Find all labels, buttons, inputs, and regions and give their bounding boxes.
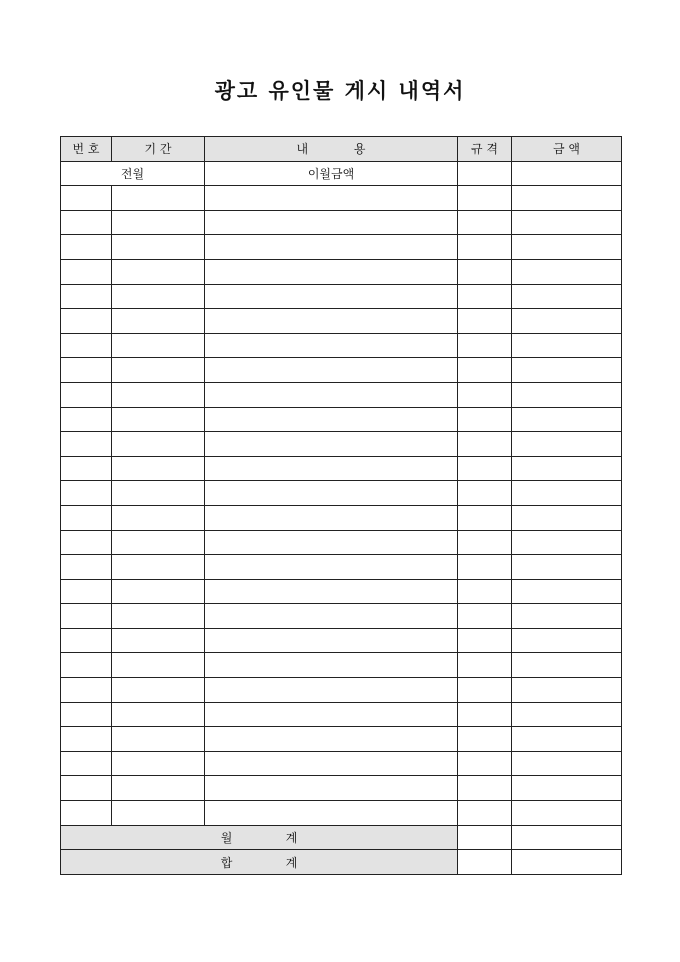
number-cell[interactable]: [61, 702, 112, 727]
number-cell[interactable]: [61, 579, 112, 604]
period-cell[interactable]: [112, 678, 205, 703]
spec-cell[interactable]: [458, 579, 512, 604]
entry-row: [61, 235, 622, 260]
grand-total-amount-cell[interactable]: [512, 850, 622, 875]
period-cell[interactable]: [112, 382, 205, 407]
number-cell[interactable]: [61, 186, 112, 211]
amount-cell[interactable]: [512, 702, 622, 727]
content-cell[interactable]: [205, 456, 458, 481]
amount-cell[interactable]: [512, 210, 622, 235]
period-cell[interactable]: [112, 776, 205, 801]
amount-cell[interactable]: [512, 235, 622, 260]
spec-cell[interactable]: [458, 530, 512, 555]
period-cell[interactable]: [112, 727, 205, 752]
entry-row: [61, 333, 622, 358]
content-cell[interactable]: [205, 481, 458, 506]
entry-row: [61, 259, 622, 284]
period-cell[interactable]: [112, 259, 205, 284]
content-cell[interactable]: [205, 530, 458, 555]
amount-cell[interactable]: [512, 358, 622, 383]
number-cell[interactable]: [61, 235, 112, 260]
amount-cell[interactable]: [512, 456, 622, 481]
spec-cell[interactable]: [458, 432, 512, 457]
number-cell[interactable]: [61, 481, 112, 506]
period-cell[interactable]: [112, 284, 205, 309]
number-cell[interactable]: [61, 333, 112, 358]
entry-row: [61, 407, 622, 432]
content-cell[interactable]: [205, 235, 458, 260]
spec-cell[interactable]: [458, 751, 512, 776]
spec-cell[interactable]: [458, 407, 512, 432]
number-cell[interactable]: [61, 678, 112, 703]
entry-row: [61, 727, 622, 752]
amount-cell[interactable]: [512, 579, 622, 604]
period-cell[interactable]: [112, 432, 205, 457]
carried-amount-label-cell[interactable]: 이월금액: [205, 161, 458, 186]
period-cell[interactable]: [112, 751, 205, 776]
amount-cell[interactable]: [512, 530, 622, 555]
entry-row: [61, 530, 622, 555]
ledger-body: [61, 161, 622, 825]
period-cell[interactable]: [112, 801, 205, 826]
number-cell[interactable]: [61, 309, 112, 334]
amount-cell[interactable]: [512, 407, 622, 432]
number-cell[interactable]: [61, 358, 112, 383]
spec-cell[interactable]: [458, 776, 512, 801]
amount-cell[interactable]: [512, 333, 622, 358]
spec-cell[interactable]: [458, 186, 512, 211]
monthly-total-amount-cell[interactable]: [512, 825, 622, 850]
spec-cell[interactable]: [458, 358, 512, 383]
header-content: 내 용: [205, 137, 458, 162]
entry-row: [61, 628, 622, 653]
content-cell[interactable]: [205, 407, 458, 432]
entry-row: [61, 776, 622, 801]
amount-cell[interactable]: [512, 604, 622, 629]
amount-cell[interactable]: [512, 505, 622, 530]
number-cell[interactable]: [61, 530, 112, 555]
grand-total-label: 합 계: [61, 850, 458, 875]
amount-cell[interactable]: [512, 628, 622, 653]
spec-cell[interactable]: [458, 801, 512, 826]
entry-row: [61, 702, 622, 727]
spec-cell[interactable]: [458, 481, 512, 506]
content-cell[interactable]: [205, 210, 458, 235]
spec-cell[interactable]: [458, 210, 512, 235]
content-cell[interactable]: [205, 309, 458, 334]
content-cell[interactable]: [205, 505, 458, 530]
carry-over-spec-cell[interactable]: [458, 161, 512, 186]
content-cell[interactable]: [205, 604, 458, 629]
period-cell[interactable]: [112, 481, 205, 506]
spec-cell[interactable]: [458, 259, 512, 284]
spec-cell[interactable]: [458, 382, 512, 407]
spec-cell[interactable]: [458, 678, 512, 703]
spec-cell[interactable]: [458, 235, 512, 260]
period-cell[interactable]: [112, 309, 205, 334]
period-cell[interactable]: [112, 333, 205, 358]
period-cell[interactable]: [112, 505, 205, 530]
content-cell[interactable]: [205, 751, 458, 776]
entry-row: [61, 358, 622, 383]
number-cell[interactable]: [61, 259, 112, 284]
content-cell[interactable]: [205, 579, 458, 604]
grand-total-row: [61, 850, 622, 875]
period-cell[interactable]: [112, 702, 205, 727]
amount-cell[interactable]: [512, 186, 622, 211]
number-cell[interactable]: [61, 776, 112, 801]
period-cell[interactable]: [112, 604, 205, 629]
content-cell[interactable]: [205, 776, 458, 801]
number-cell[interactable]: [61, 604, 112, 629]
spec-cell[interactable]: [458, 727, 512, 752]
number-cell[interactable]: [61, 284, 112, 309]
number-cell[interactable]: [61, 432, 112, 457]
number-cell[interactable]: [61, 628, 112, 653]
carry-over-amount-cell[interactable]: [512, 161, 622, 186]
spec-cell[interactable]: [458, 702, 512, 727]
header-period: 기 간: [112, 137, 205, 162]
number-cell[interactable]: [61, 407, 112, 432]
spec-cell[interactable]: [458, 604, 512, 629]
content-cell[interactable]: [205, 727, 458, 752]
grand-total-spec-cell[interactable]: [458, 850, 512, 875]
content-cell[interactable]: [205, 382, 458, 407]
spec-cell[interactable]: [458, 555, 512, 580]
content-cell[interactable]: [205, 702, 458, 727]
content-cell[interactable]: [205, 555, 458, 580]
number-cell[interactable]: [61, 801, 112, 826]
entry-row: [61, 555, 622, 580]
content-cell[interactable]: [205, 259, 458, 284]
spec-cell[interactable]: [458, 628, 512, 653]
spec-cell[interactable]: [458, 456, 512, 481]
amount-cell[interactable]: [512, 309, 622, 334]
header-number: 번 호: [61, 137, 112, 162]
monthly-total-row: [61, 825, 622, 850]
amount-cell[interactable]: [512, 801, 622, 826]
monthly-total-label: 월 계: [61, 825, 458, 850]
spec-cell[interactable]: [458, 333, 512, 358]
entry-row: [61, 751, 622, 776]
entry-row: [61, 284, 622, 309]
period-cell[interactable]: [112, 210, 205, 235]
entry-row: [61, 653, 622, 678]
number-cell[interactable]: [61, 456, 112, 481]
amount-cell[interactable]: [512, 751, 622, 776]
amount-cell[interactable]: [512, 653, 622, 678]
entry-row: [61, 801, 622, 826]
period-cell[interactable]: [112, 358, 205, 383]
document-title: 광고 유인물 게시 내역서: [214, 78, 466, 103]
entry-row: [61, 456, 622, 481]
period-cell[interactable]: [112, 628, 205, 653]
entry-row: [61, 579, 622, 604]
period-cell[interactable]: [112, 530, 205, 555]
entry-row: [61, 309, 622, 334]
number-cell[interactable]: [61, 555, 112, 580]
content-cell[interactable]: [205, 284, 458, 309]
amount-cell[interactable]: [512, 382, 622, 407]
content-cell[interactable]: [205, 628, 458, 653]
entry-row: [61, 432, 622, 457]
number-cell[interactable]: [61, 505, 112, 530]
amount-cell[interactable]: [512, 776, 622, 801]
content-cell[interactable]: [205, 653, 458, 678]
period-cell[interactable]: [112, 555, 205, 580]
header-spec: 규 격: [458, 137, 512, 162]
content-cell[interactable]: [205, 186, 458, 211]
entry-row: [61, 186, 622, 211]
spec-cell[interactable]: [458, 284, 512, 309]
period-cell[interactable]: [112, 653, 205, 678]
period-cell[interactable]: [112, 186, 205, 211]
entry-row: [61, 382, 622, 407]
content-cell[interactable]: [205, 678, 458, 703]
header-row: [61, 137, 622, 162]
spec-cell[interactable]: [458, 653, 512, 678]
ledger-table: [60, 136, 622, 875]
amount-cell[interactable]: [512, 727, 622, 752]
entry-row: [61, 210, 622, 235]
amount-cell[interactable]: [512, 678, 622, 703]
previous-month-cell[interactable]: 전월: [61, 161, 205, 186]
entry-row: [61, 604, 622, 629]
period-cell[interactable]: [112, 407, 205, 432]
amount-cell[interactable]: [512, 259, 622, 284]
content-cell[interactable]: [205, 801, 458, 826]
period-cell[interactable]: [112, 456, 205, 481]
number-cell[interactable]: [61, 727, 112, 752]
amount-cell[interactable]: [512, 555, 622, 580]
content-cell[interactable]: [205, 358, 458, 383]
number-cell[interactable]: [61, 751, 112, 776]
period-cell[interactable]: [112, 235, 205, 260]
content-cell[interactable]: [205, 333, 458, 358]
number-cell[interactable]: [61, 382, 112, 407]
period-cell[interactable]: [112, 579, 205, 604]
amount-cell[interactable]: [512, 481, 622, 506]
entry-row: [61, 505, 622, 530]
number-cell[interactable]: [61, 653, 112, 678]
number-cell[interactable]: [61, 210, 112, 235]
entry-row: [61, 481, 622, 506]
spec-cell[interactable]: [458, 309, 512, 334]
spec-cell[interactable]: [458, 505, 512, 530]
entry-row: [61, 678, 622, 703]
amount-cell[interactable]: [512, 432, 622, 457]
header-amount: 금 액: [512, 137, 622, 162]
carry-over-row: [61, 161, 622, 186]
amount-cell[interactable]: [512, 284, 622, 309]
content-cell[interactable]: [205, 432, 458, 457]
monthly-total-spec-cell[interactable]: [458, 825, 512, 850]
